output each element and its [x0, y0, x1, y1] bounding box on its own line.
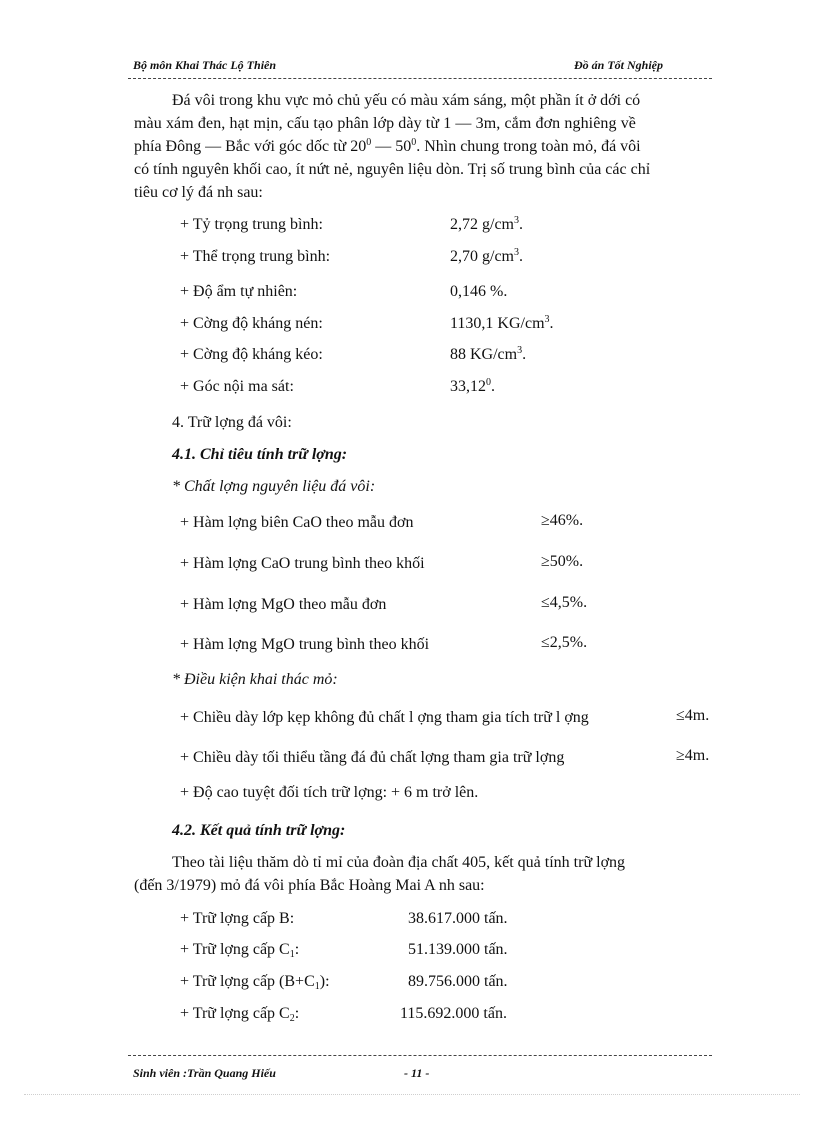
reserve-value: 89.756.000 tấn.	[408, 973, 508, 990]
reserve-label: + Trữ lợng cấp B:	[180, 910, 295, 927]
property-value: 1130,1 $KG/cm^3$.	[450, 314, 554, 332]
header-left: Bộ môn Khai Thác Lộ Thiên	[133, 58, 277, 72]
quality-heading: * Chất lợng nguyên liệu đá vôi:	[172, 478, 376, 495]
property-row: + Độ ẩm tự nhiên:	[180, 283, 298, 300]
quality-label: + Hàm lợng MgO theo mẫu đơn	[180, 596, 387, 613]
result-line-1: Theo tài liệu thăm dò tỉ mỉ của đoàn địa chất 405, kết quả tính trữ lợng	[172, 854, 626, 871]
mining-heading: * Điều kiện khai thác mỏ:	[172, 671, 338, 688]
reserve-value: 115.692.000 tấn.	[400, 1005, 507, 1022]
intro-line-3: phía Đông — Bắc với góc dốc từ $20^0$ — $50^0$. Nhìn chung trong toàn mỏ, đá vôi	[134, 137, 641, 155]
property-value: 0,146 %.	[450, 283, 508, 300]
quality-value: ≤2,5%.	[541, 634, 588, 651]
property-row: + Tỷ trọng trung bình:	[180, 216, 323, 233]
property-row: + Cờng độ kháng nén:	[180, 315, 323, 332]
footer-divider	[128, 1055, 712, 1056]
property-row: + Góc nội ma sát:	[180, 378, 294, 395]
property-row: + Thể trọng trung bình:	[180, 248, 331, 265]
property-value: 2,70 $g/cm^3$.	[450, 247, 523, 265]
reserve-label: + Trữ lợng cấp $C_2$:	[180, 1005, 300, 1024]
mining-label: + Chiều dày tối thiểu tầng đá đủ chất lợng tham gia trữ lợng	[180, 749, 565, 766]
intro-line-4: có tính nguyên khối cao, ít nứt nẻ, nguyên liệu dòn. Trị số trung bình của các chỉ	[134, 161, 651, 178]
header-right: Đồ án Tốt Nghiệp	[574, 58, 664, 72]
quality-value: ≥46%.	[541, 512, 584, 529]
quality-label: + Hàm lợng CaO trung bình theo khối	[180, 555, 425, 572]
mining-label: + Độ cao tuyệt đối tích trữ lợng: + 6 m trở lên.	[180, 784, 479, 801]
quality-label: + Hàm lợng MgO trung bình theo khối	[180, 636, 430, 653]
intro-line-2: màu xám đen, hạt mịn, cấu tạo phân lớp dày từ 1 — 3m, cắm đơn nghiêng về	[134, 115, 637, 132]
intro-line-5: tiêu cơ lý đá nh sau:	[134, 184, 263, 201]
reserve-label: + Trữ lợng cấp $(B+C_1)$:	[180, 973, 330, 992]
intro-line-1: Đá vôi trong khu vực mỏ chủ yếu có màu xám sáng, một phần ít ở dới có	[172, 92, 641, 109]
property-value: 33,12$^0$.	[450, 377, 495, 395]
quality-value: ≤4,5%.	[541, 594, 588, 611]
property-value: 88 $KG/cm^3$.	[450, 345, 527, 363]
property-row: + Cờng độ kháng kéo:	[180, 346, 323, 363]
property-value: 2,72 $g/cm^3$.	[450, 215, 523, 233]
section-4-heading: 4. Trữ lợng đá vôi:	[172, 414, 292, 431]
mining-label: + Chiều dày lớp kẹp không đủ chất l ợng tham gia tích trữ l ợng	[180, 709, 589, 726]
quality-value: ≥50%.	[541, 553, 584, 570]
reserve-label: + Trữ lợng cấp $C_1$:	[180, 941, 300, 960]
footer-page-number: - 11 -	[404, 1066, 430, 1080]
reserve-value: 51.139.000 tấn.	[408, 941, 508, 958]
mining-value: ≥4m.	[676, 747, 710, 764]
reserve-value: 38.617.000 tấn.	[408, 910, 508, 927]
result-line-2: (đến 3/1979) mỏ đá vôi phía Bắc Hoàng Mai A nh sau:	[134, 877, 485, 894]
mining-value: ≤4m.	[676, 707, 710, 724]
footer-author: Sinh viên :Trần Quang Hiếu	[133, 1066, 276, 1080]
quality-label: + Hàm lợng biên CaO theo mẫu đơn	[180, 514, 414, 531]
section-4-1-heading: 4.1. Chỉ tiêu tính trữ lợng:	[172, 446, 348, 463]
section-4-2-heading: 4.2. Kết quả tính trữ lợng:	[172, 822, 346, 839]
bottom-dotted-line	[24, 1094, 800, 1095]
header-divider	[128, 78, 712, 79]
